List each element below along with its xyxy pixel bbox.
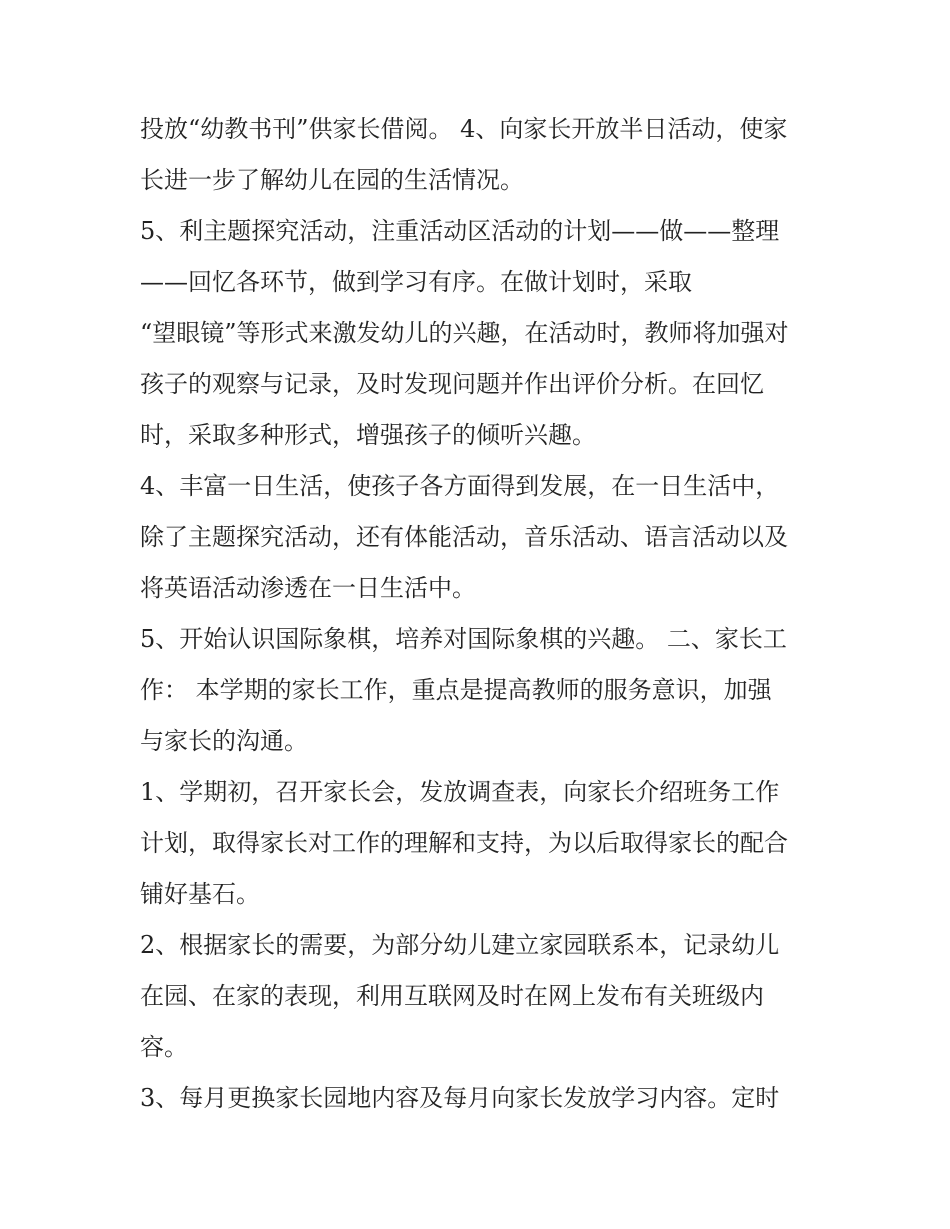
text-line: 与家长的沟通。 — [140, 727, 308, 755]
text-line: 铺好基石。 — [140, 880, 260, 908]
text-line: 2、根据家长的需要，为部分幼儿建立家园联系本，记录幼儿 — [140, 931, 780, 959]
text-line: 3、每月更换家长园地内容及每月向家长发放学习内容。定时 — [140, 1084, 780, 1112]
paragraph-parent-meeting — [140, 767, 820, 920]
text-line: 容。 — [140, 1033, 188, 1061]
text-line: 4、丰富一日生活，使孩子各方面得到发展，在一日生活中， — [140, 472, 780, 500]
text-line: 1、学期初，召开家长会，发放调查表，向家长介绍班务工作 — [140, 778, 780, 806]
text-line: 时，采取多种形式，增强孩子的倾听兴趣。 — [140, 421, 596, 449]
paragraph-monthly-updates — [140, 1073, 820, 1124]
paragraph-theme-activities — [140, 206, 820, 461]
text-line: 长进一步了解幼儿在园的生活情况。 — [140, 166, 524, 194]
text-line: 作： 本学期的家长工作，重点是提高教师的服务意识，加强 — [140, 676, 772, 704]
paragraph-reading-materials — [140, 104, 820, 206]
text-line: 5、开始认识国际象棋，培养对国际象棋的兴趣。 二、家长工 — [140, 625, 787, 653]
text-line: 除了主题探究活动，还有体能活动，音乐活动、语言活动以及 — [140, 523, 788, 551]
text-line: 孩子的观察与记录，及时发现问题并作出评价分析。在回忆 — [140, 370, 764, 398]
text-line: 在园、在家的表现，利用互联网及时在网上发布有关班级内 — [140, 982, 764, 1010]
text-line: 投放“幼教书刊”供家长借阅。 4、向家长开放半日活动，使家 — [140, 115, 788, 143]
text-line: 将英语活动渗透在一日生活中。 — [140, 574, 476, 602]
text-line: “望眼镜”等形式来激发幼儿的兴趣，在活动时，教师将加强对 — [140, 319, 789, 347]
text-line: ——回忆各环节，做到学习有序。在做计划时，采取 — [140, 268, 692, 296]
text-line: 计划，取得家长对工作的理解和支持，为以后取得家长的配合 — [140, 829, 788, 857]
paragraph-chess-and-parent-work — [140, 614, 820, 767]
document-body — [140, 104, 820, 1124]
paragraph-daily-life — [140, 461, 820, 614]
text-line: 5、利主题探究活动，注重活动区活动的计划——做——整理 — [140, 217, 780, 245]
paragraph-contact-book — [140, 920, 820, 1073]
